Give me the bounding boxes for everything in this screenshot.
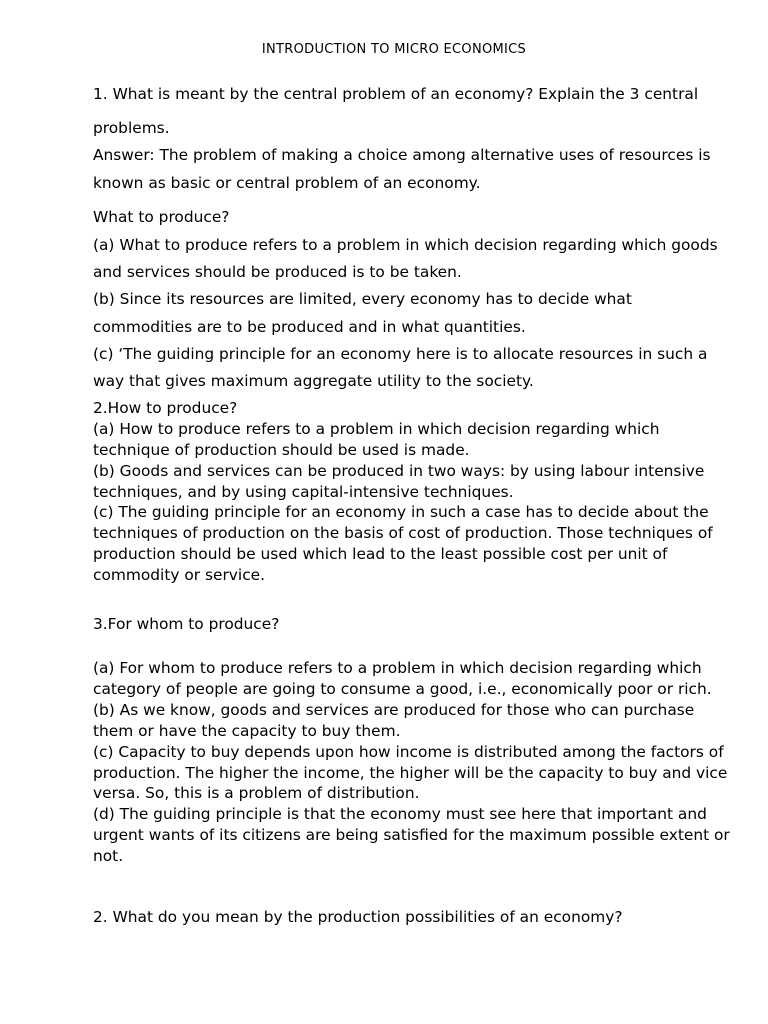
whom-c-line-3: versa. So, this is a problem of distribution. <box>93 784 420 802</box>
whom-b-line-2: them or have the capacity to buy them. <box>93 722 401 740</box>
whom-b-line-1: (b) As we know, goods and services are produced for those who can purchase <box>93 701 695 719</box>
whom-a-line-2: category of people are going to consume a good, i.e., economically poor or rich. <box>93 680 712 698</box>
q1-question-line-2: problems. <box>93 119 170 137</box>
what-heading: What to produce? <box>93 208 230 226</box>
whom-c-line-2: production. The higher the income, the higher will be the capacity to buy and vice <box>93 764 728 782</box>
document-title: INTRODUCTION TO MICRO ECONOMICS <box>261 42 527 57</box>
q2-question: 2. What do you mean by the production possibilities of an economy? <box>93 908 623 926</box>
whom-d-line-2: urgent wants of its citizens are being satisfied for the maximum possible extent or <box>93 826 730 844</box>
how-c-line-1: (c) The guiding principle for an economy in such a case has to decide about the <box>93 503 709 521</box>
q1-question-line-1: 1. What is meant by the central problem of an economy? Explain the 3 central <box>93 85 699 103</box>
how-a-line-1: (a) How to produce refers to a problem in which decision regarding which <box>93 420 660 438</box>
whom-c-line-1: (c) Capacity to buy depends upon how income is distributed among the factors of <box>93 743 724 761</box>
what-c-line-1: (c) ‘The guiding principle for an economy here is to allocate resources in such a <box>93 345 708 363</box>
how-a-line-2: technique of production should be used is made. <box>93 441 470 459</box>
how-c-line-2: techniques of production on the basis of cost of production. Those techniques of <box>93 524 713 542</box>
how-c-line-4: commodity or service. <box>93 566 266 584</box>
q1-answer-line-1: Answer: The problem of making a choice among alternative uses of resources is <box>93 146 711 164</box>
what-b-line-2: commodities are to be produced and in what quantities. <box>93 318 526 336</box>
how-b-line-1: (b) Goods and services can be produced in two ways: by using labour intensive <box>93 462 705 480</box>
how-b-line-2: techniques, and by using capital-intensive techniques. <box>93 483 514 501</box>
whom-d-line-1: (d) The guiding principle is that the economy must see here that important and <box>93 805 707 823</box>
whom-a-line-1: (a) For whom to produce refers to a problem in which decision regarding which <box>93 659 702 677</box>
how-c-line-3: production should be used which lead to the least possible cost per unit of <box>93 545 668 563</box>
what-c-line-2: way that gives maximum aggregate utility to the society. <box>93 372 534 390</box>
what-a-line-2: and services should be produced is to be taken. <box>93 263 462 281</box>
how-heading: 2.How to produce? <box>93 399 238 417</box>
what-b-line-1: (b) Since its resources are limited, every economy has to decide what <box>93 290 632 308</box>
q1-answer-line-2: known as basic or central problem of an economy. <box>93 174 481 192</box>
whom-d-line-3: not. <box>93 847 124 865</box>
whom-heading: 3.For whom to produce? <box>93 615 280 633</box>
what-a-line-1: (a) What to produce refers to a problem in which decision regarding which goods <box>93 236 718 254</box>
